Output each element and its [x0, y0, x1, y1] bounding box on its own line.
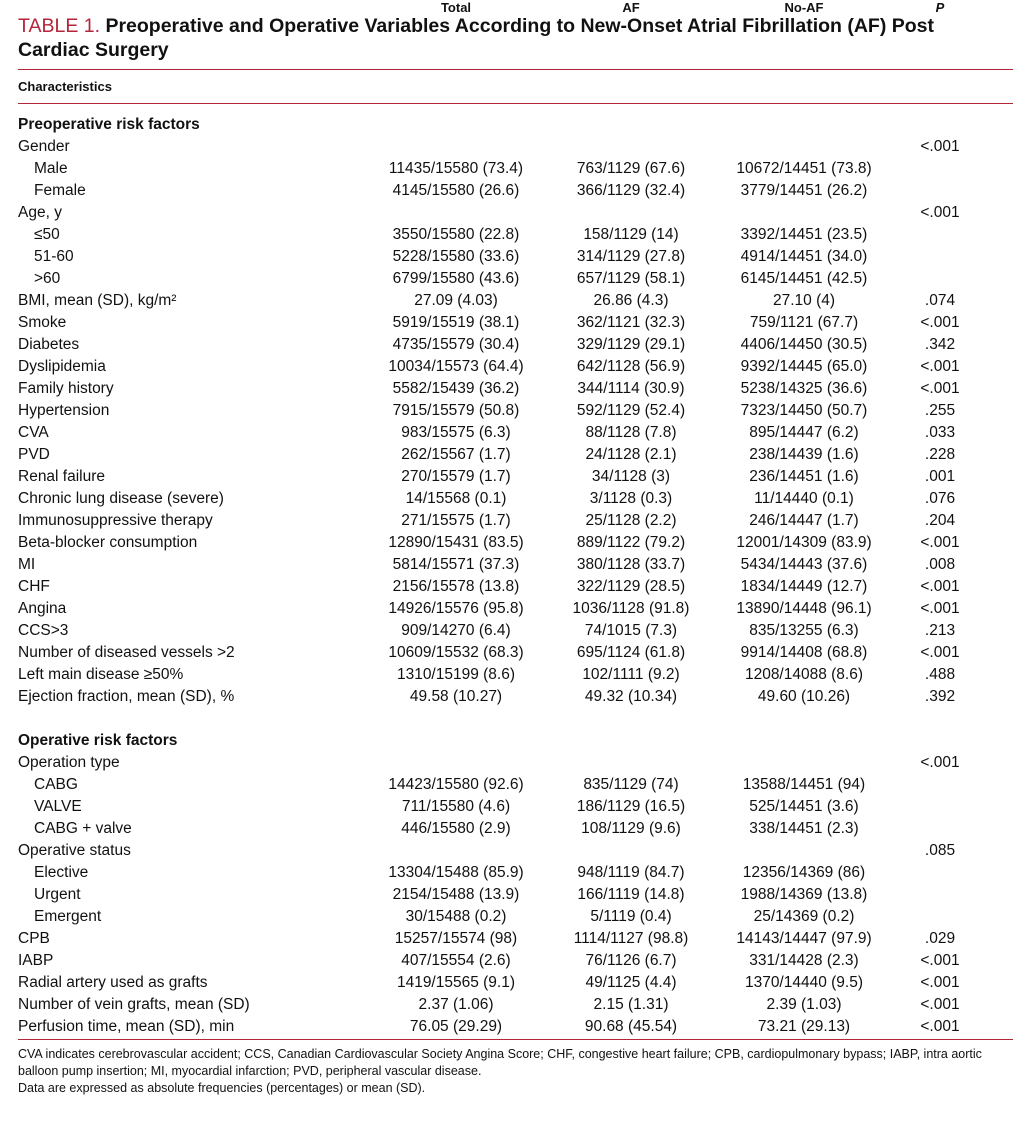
cell-total: 10609/15532 (68.3)	[388, 644, 524, 661]
cell-p-value: <.001	[920, 578, 960, 595]
table-row	[0, 796, 1024, 818]
table-row	[0, 246, 1024, 268]
table-row	[0, 224, 1024, 246]
cell-p-value: <.001	[920, 952, 960, 969]
cell-total: 7915/15579 (50.8)	[392, 402, 520, 419]
table-row	[0, 180, 1024, 202]
cell-af: 24/1128 (2.1)	[585, 446, 677, 463]
table-row	[0, 620, 1024, 642]
cell-p-value: <.001	[920, 996, 960, 1013]
table-row	[0, 488, 1024, 510]
cell-af: 366/1129 (32.4)	[576, 182, 686, 199]
cell-no-af: 2.39 (1.03)	[766, 996, 842, 1013]
cell-af: 166/1119 (14.8)	[577, 886, 685, 903]
cell-no-af: 5238/14325 (36.6)	[740, 380, 868, 397]
table-row	[0, 444, 1024, 466]
cell-total: 1310/15199 (8.6)	[396, 666, 516, 683]
row-label: CPB	[18, 930, 50, 947]
row-label: Beta-blocker consumption	[18, 534, 198, 551]
cell-total: 14926/15576 (95.8)	[388, 600, 524, 617]
row-label: Dyslipidemia	[18, 358, 106, 375]
cell-af: 186/1129 (16.5)	[576, 798, 686, 815]
cell-no-af: 9914/14408 (68.8)	[740, 644, 868, 661]
cell-af: 3/1128 (0.3)	[589, 490, 673, 507]
row-label: Operation type	[18, 754, 120, 771]
section-row	[0, 730, 1024, 752]
row-label: CCS>3	[18, 622, 69, 639]
row-label: CHF	[18, 578, 50, 595]
cell-no-af: 13890/14448 (96.1)	[736, 600, 872, 617]
cell-no-af: 1988/14369 (13.8)	[740, 886, 868, 903]
cell-af: 695/1124 (61.8)	[576, 644, 686, 661]
cell-p-value: <.001	[920, 204, 960, 221]
cell-af: 763/1129 (67.6)	[576, 160, 686, 177]
table-row	[0, 950, 1024, 972]
cell-p-value: .008	[924, 556, 956, 573]
cell-p-value: .213	[924, 622, 956, 639]
cell-af: 25/1128 (2.2)	[585, 512, 677, 529]
header-total: Total	[440, 0, 472, 15]
cell-p-value: <.001	[920, 380, 960, 397]
cell-p-value: .001	[924, 468, 956, 485]
cell-no-af: 73.21 (29.13)	[757, 1018, 851, 1035]
table-row	[0, 510, 1024, 532]
cell-total: 30/15488 (0.2)	[405, 908, 507, 925]
cell-p-value: <.001	[920, 754, 960, 771]
header-p: P	[935, 0, 945, 15]
cell-af: 74/1015 (7.3)	[584, 622, 678, 639]
row-label: Elective	[34, 864, 89, 881]
cell-total: 2154/15488 (13.9)	[392, 886, 520, 903]
row-label: Perfusion time, mean (SD), min	[18, 1018, 235, 1035]
row-label: Urgent	[34, 886, 81, 903]
cell-af: 5/1119 (0.4)	[590, 908, 672, 925]
cell-total: 49.58 (10.27)	[409, 688, 503, 705]
cell-no-af: 1370/14440 (9.5)	[744, 974, 864, 991]
cell-total: 14/15568 (0.1)	[405, 490, 507, 507]
table-row	[0, 466, 1024, 488]
cell-af: 948/1119 (84.7)	[577, 864, 685, 881]
cell-no-af: 3392/14451 (23.5)	[740, 226, 868, 243]
cell-total: 1419/15565 (9.1)	[396, 974, 516, 991]
cell-p-value: .076	[924, 490, 956, 507]
cell-no-af: 12001/14309 (83.9)	[736, 534, 872, 551]
cell-no-af: 49.60 (10.26)	[757, 688, 851, 705]
table-row	[0, 158, 1024, 180]
table-caption: Preoperative and Operative Variables According to New-Onset Atrial Fibrillation (AF) Post Cardiac Surgery	[18, 15, 935, 61]
row-label: Radial artery used as grafts	[18, 974, 208, 991]
row-label: Smoke	[18, 314, 67, 331]
cell-no-af: 25/14369 (0.2)	[753, 908, 855, 925]
cell-total: 270/15579 (1.7)	[401, 468, 511, 485]
cell-af: 76/1126 (6.7)	[585, 952, 677, 969]
cell-total: 27.09 (4.03)	[414, 292, 498, 309]
row-label: Number of diseased vessels >2	[18, 644, 235, 661]
cell-af: 592/1129 (52.4)	[576, 402, 686, 419]
cell-total: 14423/15580 (92.6)	[388, 776, 524, 793]
cell-no-af: 3779/14451 (26.2)	[740, 182, 868, 199]
table-row	[0, 642, 1024, 664]
section-heading: Operative risk factors	[18, 732, 178, 749]
spacer-row	[0, 708, 1024, 730]
cell-total: 446/15580 (2.9)	[401, 820, 511, 837]
cell-no-af: 1834/14449 (12.7)	[740, 578, 868, 595]
section-heading: Preoperative risk factors	[18, 116, 200, 133]
cell-no-af: 4914/14451 (34.0)	[740, 248, 868, 265]
cell-p-value: <.001	[920, 138, 960, 155]
cell-total: 5919/15519 (38.1)	[392, 314, 520, 331]
row-label: IABP	[18, 952, 54, 969]
table-row	[0, 972, 1024, 994]
table-row	[0, 532, 1024, 554]
table-row	[0, 840, 1024, 862]
cell-af: 88/1128 (7.8)	[585, 424, 677, 441]
table-row	[0, 312, 1024, 334]
cell-af: 835/1129 (74)	[583, 776, 679, 793]
cell-af: 314/1129 (27.8)	[576, 248, 686, 265]
table-row	[0, 686, 1024, 708]
cell-total: 262/15567 (1.7)	[401, 446, 511, 463]
header-no-af: No-AF	[784, 0, 824, 15]
cell-total: 983/15575 (6.3)	[401, 424, 511, 441]
cell-total: 13304/15488 (85.9)	[388, 864, 524, 881]
row-label: BMI, mean (SD), kg/m²	[18, 292, 177, 309]
cell-af: 102/1111 (9.2)	[582, 666, 680, 683]
row-label: Diabetes	[18, 336, 80, 353]
cell-total: 909/14270 (6.4)	[401, 622, 511, 639]
cell-no-af: 338/14451 (2.3)	[749, 820, 859, 837]
row-label: PVD	[18, 446, 50, 463]
row-label: Renal failure	[18, 468, 106, 485]
table-row	[0, 422, 1024, 444]
header-characteristics: Characteristics	[18, 79, 112, 94]
table-label: TABLE 1.	[18, 15, 101, 37]
cell-af: 657/1129 (58.1)	[576, 270, 686, 287]
table-row	[0, 378, 1024, 400]
row-label: MI	[18, 556, 36, 573]
cell-af: 362/1121 (32.3)	[576, 314, 686, 331]
cell-af: 26.86 (4.3)	[593, 292, 669, 309]
row-label: Number of vein grafts, mean (SD)	[18, 996, 250, 1013]
table-row	[0, 1016, 1024, 1038]
row-label: VALVE	[34, 798, 82, 815]
table-row	[0, 334, 1024, 356]
cell-p-value: .085	[924, 842, 956, 859]
row-label: Operative status	[18, 842, 131, 859]
cell-no-af: 1208/14088 (8.6)	[744, 666, 864, 683]
cell-no-af: 895/14447 (6.2)	[749, 424, 859, 441]
cell-af: 1036/1128 (91.8)	[572, 600, 690, 617]
table-row	[0, 994, 1024, 1016]
cell-af: 34/1128 (3)	[591, 468, 671, 485]
cell-no-af: 246/14447 (1.7)	[749, 512, 859, 529]
cell-p-value: .204	[924, 512, 956, 529]
cell-p-value: .255	[924, 402, 956, 419]
cell-af: 49/1125 (4.4)	[585, 974, 677, 991]
cell-no-af: 27.10 (4)	[772, 292, 836, 309]
cell-no-af: 525/14451 (3.6)	[749, 798, 859, 815]
row-label: Left main disease ≥50%	[18, 666, 184, 683]
cell-p-value: <.001	[920, 600, 960, 617]
cell-total: 407/15554 (2.6)	[401, 952, 511, 969]
row-label: Hypertension	[18, 402, 110, 419]
cell-p-value: .342	[924, 336, 956, 353]
row-label: Emergent	[34, 908, 102, 925]
cell-total: 271/15575 (1.7)	[401, 512, 511, 529]
data-table	[0, 114, 1024, 1038]
cell-no-af: 759/1121 (67.7)	[749, 314, 859, 331]
footnote-abbreviations: CVA indicates cerebrovascular accident; CCS, Canadian Cardiovascular Society Angina Score; CHF, congestive heart failure; CPB, cardiopulmonary bypass; IABP, intra aortic balloon pump insertion; MI, myocardial infarction; PVD, peripheral vascular disease.	[18, 1047, 982, 1078]
table-row	[0, 400, 1024, 422]
cell-total: 711/15580 (4.6)	[401, 798, 511, 815]
row-label: Male	[34, 160, 68, 177]
cell-af: 90.68 (45.54)	[584, 1018, 678, 1035]
table-row	[0, 664, 1024, 686]
cell-af: 642/1128 (56.9)	[576, 358, 686, 375]
cell-p-value: .488	[924, 666, 956, 683]
cell-no-af: 12356/14369 (86)	[742, 864, 866, 881]
row-label: CABG + valve	[34, 820, 132, 837]
header-af: AF	[622, 0, 640, 15]
cell-total: 76.05 (29.29)	[409, 1018, 503, 1035]
cell-total: 2.37 (1.06)	[418, 996, 494, 1013]
cell-total: 6799/15580 (43.6)	[392, 270, 520, 287]
cell-no-af: 10672/14451 (73.8)	[736, 160, 872, 177]
cell-af: 1114/1127 (98.8)	[573, 930, 689, 947]
table-row	[0, 554, 1024, 576]
cell-p-value: .392	[924, 688, 956, 705]
table-row	[0, 356, 1024, 378]
cell-af: 322/1129 (28.5)	[576, 578, 686, 595]
cell-no-af: 4406/14450 (30.5)	[740, 336, 868, 353]
cell-no-af: 331/14428 (2.3)	[749, 952, 859, 969]
cell-af: 329/1129 (29.1)	[576, 336, 686, 353]
cell-no-af: 238/14439 (1.6)	[749, 446, 859, 463]
cell-p-value: .074	[924, 292, 956, 309]
row-label: Chronic lung disease (severe)	[18, 490, 224, 507]
cell-p-value: <.001	[920, 534, 960, 551]
cell-total: 4145/15580 (26.6)	[392, 182, 520, 199]
cell-p-value: <.001	[920, 644, 960, 661]
table-row	[0, 906, 1024, 928]
cell-p-value: <.001	[920, 974, 960, 991]
cell-no-af: 11/14440 (0.1)	[754, 490, 854, 507]
row-label: CVA	[18, 424, 49, 441]
table-row	[0, 818, 1024, 840]
cell-no-af: 14143/14447 (97.9)	[736, 930, 872, 947]
row-label: Female	[34, 182, 86, 199]
table-row	[0, 268, 1024, 290]
cell-total: 12890/15431 (83.5)	[388, 534, 524, 551]
cell-p-value: <.001	[920, 358, 960, 375]
cell-total: 15257/15574 (98)	[394, 930, 518, 947]
cell-no-af: 7323/14450 (50.7)	[740, 402, 868, 419]
table-title	[18, 14, 1008, 62]
row-label: ≤50	[34, 226, 60, 243]
row-label: Family history	[18, 380, 114, 397]
table-row	[0, 598, 1024, 620]
row-label: Angina	[18, 600, 67, 617]
cell-no-af: 13588/14451 (94)	[742, 776, 866, 793]
cell-total: 5814/15571 (37.3)	[392, 556, 520, 573]
table-row	[0, 928, 1024, 950]
header-rule	[18, 103, 1013, 104]
cell-no-af: 835/13255 (6.3)	[749, 622, 859, 639]
cell-af: 2.15 (1.31)	[593, 996, 669, 1013]
cell-af: 49.32 (10.34)	[584, 688, 678, 705]
cell-total: 4735/15579 (30.4)	[392, 336, 520, 353]
cell-no-af: 6145/14451 (42.5)	[740, 270, 868, 287]
bottom-rule	[18, 1039, 1013, 1040]
cell-af: 889/1122 (79.2)	[576, 534, 686, 551]
top-rule	[18, 69, 1013, 70]
table-row	[0, 202, 1024, 224]
cell-p-value: .228	[924, 446, 956, 463]
table-row	[0, 774, 1024, 796]
table-row	[0, 884, 1024, 906]
cell-af: 344/1114 (30.9)	[577, 380, 685, 397]
table-row	[0, 136, 1024, 158]
cell-af: 158/1129 (14)	[583, 226, 679, 243]
table-row	[0, 290, 1024, 312]
cell-total: 11435/15580 (73.4)	[388, 160, 524, 177]
row-label: Immunosuppressive therapy	[18, 512, 213, 529]
row-label: Gender	[18, 138, 70, 155]
cell-af: 108/1129 (9.6)	[581, 820, 681, 837]
cell-total: 10034/15573 (64.4)	[388, 358, 524, 375]
section-row	[0, 114, 1024, 136]
cell-total: 2156/15578 (13.8)	[392, 578, 520, 595]
cell-total: 5228/15580 (33.6)	[392, 248, 520, 265]
cell-no-af: 9392/14445 (65.0)	[740, 358, 868, 375]
footnote-data-format: Data are expressed as absolute frequencies (percentages) or mean (SD).	[18, 1081, 426, 1095]
cell-no-af: 5434/14443 (37.6)	[740, 556, 868, 573]
cell-p-value: <.001	[920, 314, 960, 331]
cell-total: 3550/15580 (22.8)	[392, 226, 520, 243]
row-label: 51-60	[34, 248, 74, 265]
footnotes	[18, 1046, 1008, 1097]
row-label: Age, y	[18, 204, 62, 221]
table-row	[0, 862, 1024, 884]
cell-af: 380/1128 (33.7)	[576, 556, 686, 573]
cell-p-value: .029	[924, 930, 956, 947]
cell-p-value: <.001	[920, 1018, 960, 1035]
row-label: >60	[34, 270, 61, 287]
cell-no-af: 236/14451 (1.6)	[749, 468, 859, 485]
row-label: CABG	[34, 776, 78, 793]
table-row	[0, 752, 1024, 774]
row-label: Ejection fraction, mean (SD), %	[18, 688, 235, 705]
cell-total: 5582/15439 (36.2)	[392, 380, 520, 397]
table-row	[0, 576, 1024, 598]
cell-p-value: .033	[924, 424, 956, 441]
